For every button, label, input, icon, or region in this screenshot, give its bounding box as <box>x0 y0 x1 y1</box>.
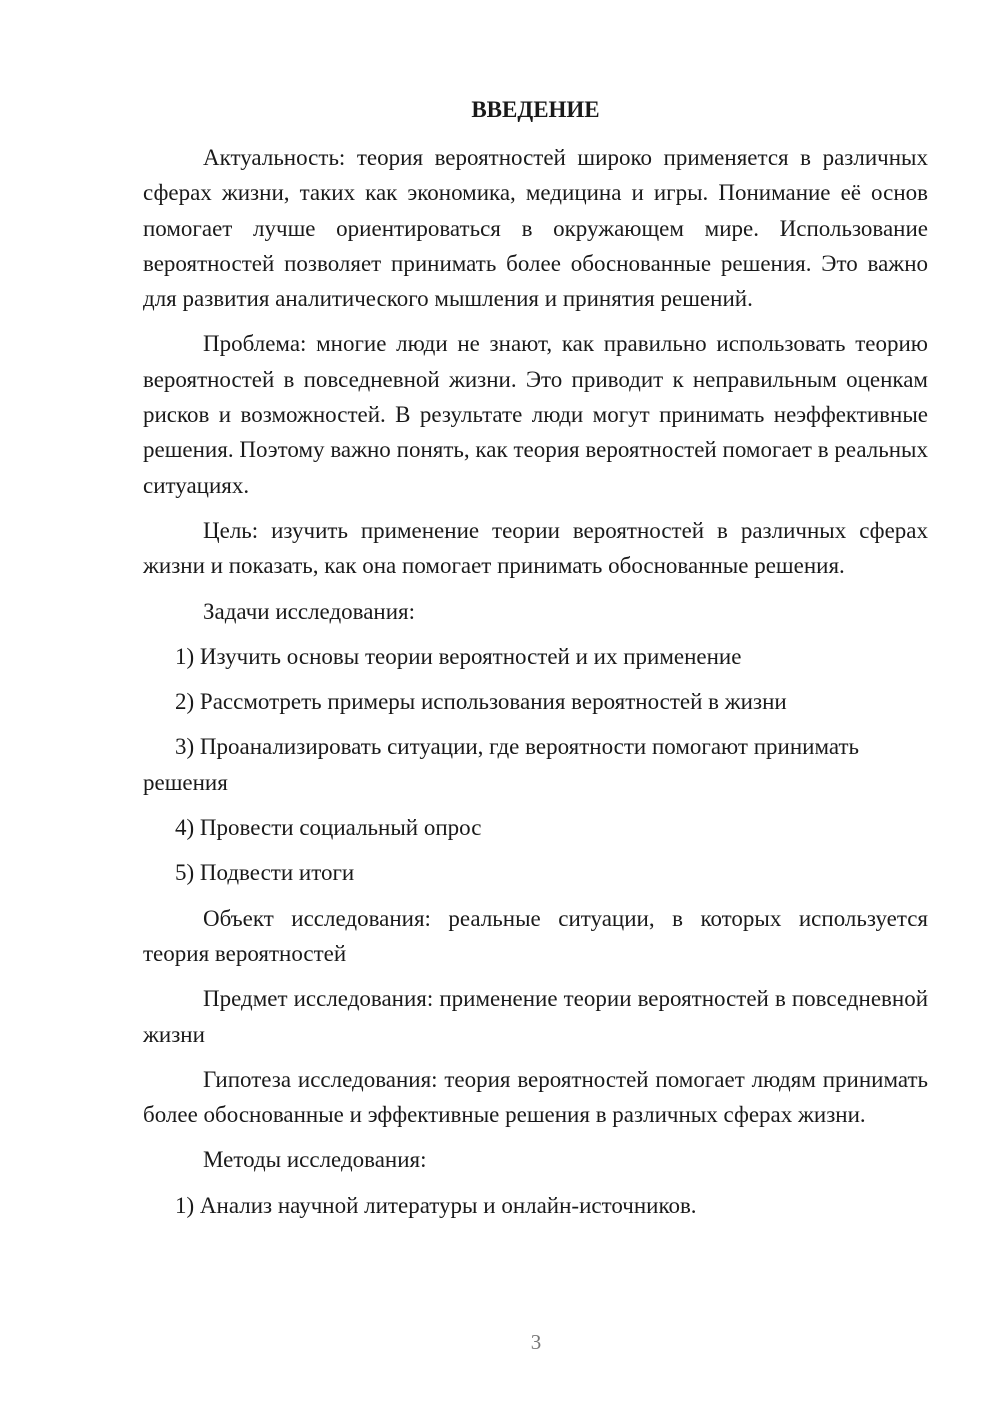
page-title: ВВЕДЕНИЕ <box>471 97 600 122</box>
task-item-1: 1) Изучить основы теории вероятностей и их применение <box>175 643 742 669</box>
page-content <box>143 92 928 1233</box>
method-item-1: 1) Анализ научной литературы и онлайн-источников. <box>175 1192 697 1218</box>
relevance-paragraph: Актуальность: теория вероятностей широко применяется в различных сферах жизни, таких как экономика, медицина и игры. Понимание её основ помогает лучше ориентироваться в окружающем мире. Использование вероятностей позволяет принимать более обоснованные решения. Это важно для развития аналитического мышления и принятия решений. <box>143 145 928 312</box>
tasks-heading: Задачи исследования: <box>203 598 416 624</box>
task-item-5: 5) Подвести итоги <box>175 860 355 886</box>
task-item-4: 4) Провести социальный опрос <box>175 815 482 841</box>
methods-heading: Методы исследования: <box>203 1147 427 1173</box>
problem-paragraph: Проблема: многие люди не знают, как правильно использовать теорию вероятностей в повседневной жизни. Это приводит к неправильным оценкам рисков и возможностей. В результате люди могут принимать неэффективные решения. Поэтому важно понять, как теория вероятностей помогает в реальных ситуациях. <box>143 331 928 498</box>
task-item-2: 2) Рассмотреть примеры использования вероятностей в жизни <box>175 689 787 715</box>
hypothesis-paragraph: Гипотеза исследования: теория вероятностей помогает людям принимать более обоснованные и эффективные решения в различных сферах жизни. <box>143 1066 928 1128</box>
page-number: 3 <box>530 1330 542 1354</box>
goal-paragraph: Цель: изучить применение теории вероятностей в различных сферах жизни и показать, как она помогает принимать обоснованные решения. <box>143 517 928 579</box>
task-item-3: 3) Проанализировать ситуации, где вероятности помогают принимать решения <box>143 734 859 795</box>
object-paragraph: Объект исследования: реальные ситуации, в которых используется теория вероятностей <box>143 905 928 966</box>
subject-paragraph: Предмет исследования: применение теории вероятностей в повседневной жизни <box>143 986 928 1047</box>
